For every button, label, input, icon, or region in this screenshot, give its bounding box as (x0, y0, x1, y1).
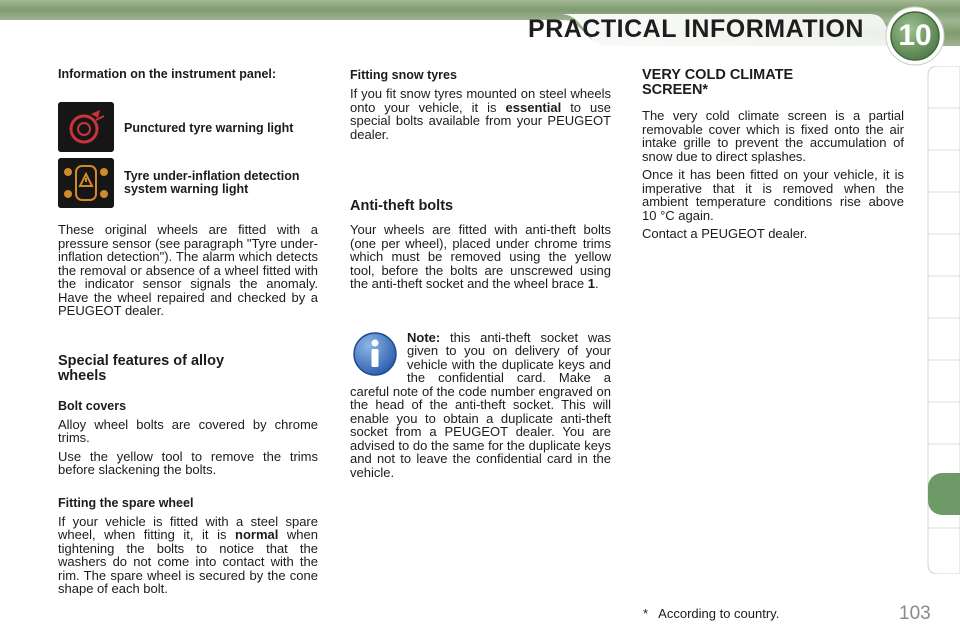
pressure-sensor-paragraph: These original wheels are fitted with a pressure sensor (see paragraph "Tyre under-inflation detection"). The alarm which detects the removal or absence of a wheel fitted with the indicator sensor signals the anomaly. Have the wheel repaired and checked by a PEUGEOT dealer. (58, 222, 318, 318)
bolt-covers-text-1: Alloy wheel bolts are covered by chrome trims. (58, 416, 318, 445)
column-left (58, 68, 318, 601)
snow-tyres-text-start: If you fit snow tyres mounted on steel wheels onto your vehicle, it is (350, 86, 611, 115)
snow-tyres-heading: Fitting snow tyres (350, 68, 457, 82)
punctured-tyre-row (58, 90, 318, 148)
snow-tyres-text-end: to use special bolts available from your PEUGEOT dealer. (350, 99, 611, 142)
chapter-number: 10 (898, 19, 932, 52)
spare-wheel-paragraph (58, 515, 318, 596)
column-middle (350, 68, 611, 484)
info-icon (352, 331, 398, 377)
spare-wheel-text-start: If your vehicle is fitted with a steel spare wheel, when fitting it, it is (58, 513, 318, 542)
anti-theft-paragraph (350, 223, 611, 291)
footnote: * According to country. (643, 606, 780, 621)
alloy-wheels-heading: Special features of alloy wheels (58, 352, 225, 384)
bolt-covers-text-2: Use the yellow tool to remove the trims before slackening the bolts. (58, 448, 318, 477)
punctured-tyre-warning-icon (58, 102, 114, 152)
tyre-underinflation-warning-icon (58, 158, 114, 208)
bolt-covers-heading: Bolt covers (58, 398, 127, 413)
wheel-brace-number: 1 (587, 276, 595, 291)
note-block (350, 331, 611, 480)
instrument-panel-heading: Information on the instrument panel: (58, 67, 277, 81)
page-number: 103 (899, 603, 931, 624)
active-chapter-tab[interactable] (928, 473, 960, 515)
punctured-tyre-label: Punctured tyre warning light (124, 121, 294, 135)
page-header (0, 0, 960, 58)
cold-climate-paragraph-2: Once it has been fitted on your vehicle, it is imperative that it is removed when the ambient temperature conditions rise above 10 °C again. (642, 167, 904, 223)
cold-climate-paragraph-3: Contact a PEUGEOT dealer. (642, 226, 808, 241)
cold-climate-paragraph-1: The very cold climate screen is a partial removable cover which is fixed onto the air intake grille to prevent the accumulation of snow due to direct splashes. (642, 108, 904, 164)
underinflation-label: Tyre under-inflation detection system warning light (124, 169, 300, 196)
chapter-title: PRACTICAL INFORMATION (528, 15, 864, 43)
cold-climate-heading: VERY COLD CLIMATE SCREEN* (642, 67, 794, 98)
anti-theft-heading: Anti-theft bolts (350, 198, 454, 214)
snow-tyres-essential: essential (505, 99, 562, 115)
column-right (642, 68, 904, 246)
snow-tyres-paragraph (350, 87, 611, 141)
spare-wheel-text-end: when tightening the bolts to notice that the washers do not come into contact with the rim. The spare wheel is secured by the cone shape of each bolt. (58, 527, 318, 596)
spare-wheel-normal: normal (235, 527, 279, 542)
note-label: Note: (407, 329, 441, 345)
anti-theft-text-start: Your wheels are fitted with anti-theft bolts (one per wheel), placed under chrome trims which must be removed using the yellow tool, before the bolts are unscrewed using the anti-theft socket and the wheel brace (350, 222, 611, 291)
anti-theft-text-end: . (595, 276, 599, 291)
spare-wheel-heading: Fitting the spare wheel (58, 495, 194, 510)
underinflation-row (58, 148, 318, 216)
note-text: this anti-theft socket was given to you on delivery of your vehicle with the duplicate keys and the confidential card. Make a careful note of the code number engraved on the head of the anti-theft socket. This will enable you to obtain a duplicate anti-theft socket from a PEUGEOT dealer. You are advised to do the same for the duplicate keys and not to leave the confidential card in the vehicle. (350, 329, 611, 480)
